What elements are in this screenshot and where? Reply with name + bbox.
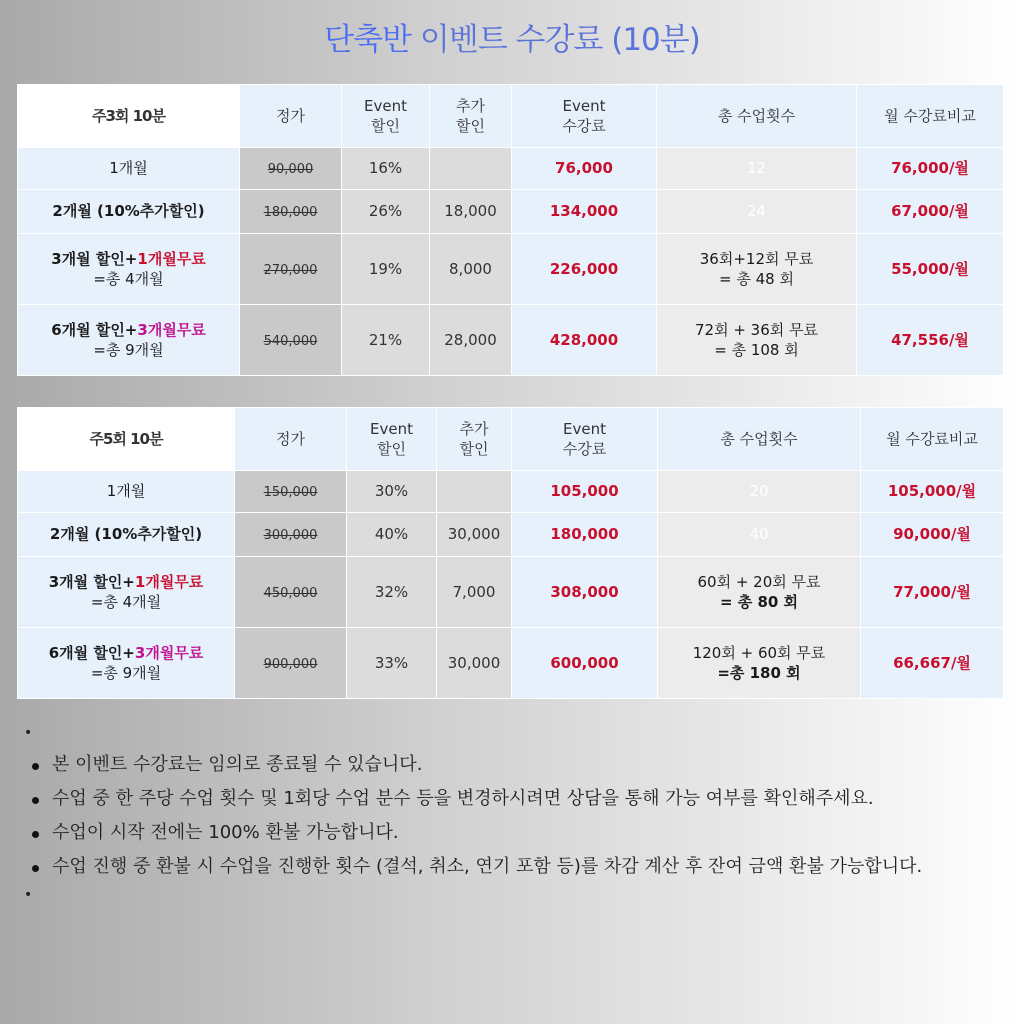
table-row [18, 628, 1004, 699]
table-row [18, 305, 1004, 376]
plan-label: 3개월 할인+1개월무료 =총 4개월 [18, 234, 240, 305]
table-row [18, 190, 1004, 234]
monthly-price: 77,000/월 [861, 557, 1004, 628]
event-discount: 26% [342, 190, 430, 234]
extra-discount: 30,000 [437, 628, 512, 699]
monthly-price: 55,000/월 [857, 234, 1004, 305]
event-fee: 428,000 [512, 305, 657, 376]
total-classes: 24 [657, 190, 857, 234]
event-discount: 30% [347, 471, 437, 513]
total-classes: 12 [657, 148, 857, 190]
regular-price: 270,000 [263, 262, 318, 278]
regular-price-cell [235, 628, 347, 699]
event-fee: 76,000 [512, 148, 657, 190]
total-classes: 40 [658, 513, 861, 557]
regular-price: 450,000 [263, 585, 318, 601]
event-discount: 16% [342, 148, 430, 190]
regular-price-cell [235, 557, 347, 628]
plan-label: 6개월 할인+3개월무료 =총 9개월 [18, 305, 240, 376]
table-row [18, 234, 1004, 305]
event-fee: 600,000 [512, 628, 658, 699]
regular-price: 150,000 [263, 485, 318, 501]
monthly-price: 90,000/월 [861, 513, 1004, 557]
plan-title: 주3회 10분 [18, 85, 240, 148]
header-event-fee: Event 수강료 [512, 408, 658, 471]
monthly-price: 67,000/월 [857, 190, 1004, 234]
note-item: 수업 진행 중 환불 시 수업을 진행한 횟수 (결석, 취소, 연기 포함 등)를 차감 계산 후 잔여 금액 환불 가능합니다. [52, 850, 1014, 884]
title-part-1: 단축반 [324, 22, 411, 58]
regular-price-cell [240, 234, 342, 305]
event-fee: 180,000 [512, 513, 658, 557]
extra-discount [437, 471, 512, 513]
extra-discount: 18,000 [430, 190, 512, 234]
regular-price: 90,000 [267, 162, 314, 178]
extra-discount: 30,000 [437, 513, 512, 557]
header-regular-price: 정가 [240, 85, 342, 148]
header-regular-price: 정가 [235, 408, 347, 471]
total-classes: 36회+12회 무료 = 총 48 회 [657, 234, 857, 305]
page-title [0, 14, 1024, 59]
extra-discount: 28,000 [430, 305, 512, 376]
header-extra-discount: 추가 할인 [437, 408, 512, 471]
plan-label: 1개월 [18, 148, 240, 190]
header-event-fee: Event 수강료 [512, 85, 657, 148]
title-part-2: 이벤트 수강료 (10분) [419, 22, 700, 58]
plan-title: 주5회 10분 [18, 408, 235, 471]
table-row [18, 148, 1004, 190]
plan-label: 3개월 할인+1개월무료 =총 4개월 [18, 557, 235, 628]
total-classes: 60회 + 20회 무료 = 총 80 회 [658, 557, 861, 628]
header-monthly-compare: 월 수강료비교 [857, 85, 1004, 148]
header-extra-discount: 추가 할인 [430, 85, 512, 148]
regular-price-cell [235, 513, 347, 557]
separator-dot: • [24, 887, 33, 903]
regular-price-cell [240, 305, 342, 376]
pricing-table-3x-week [17, 84, 1004, 376]
extra-discount: 7,000 [437, 557, 512, 628]
note-item: 본 이벤트 수강료는 임의로 종료될 수 있습니다. [52, 748, 1014, 782]
regular-price-cell [240, 148, 342, 190]
total-classes: 120회 + 60회 무료 =총 180 회 [658, 628, 861, 699]
extra-discount [430, 148, 512, 190]
regular-price: 900,000 [263, 656, 318, 672]
regular-price-cell [235, 471, 347, 513]
total-classes: 72회 + 36회 무료 = 총 108 회 [657, 305, 857, 376]
monthly-price: 76,000/월 [857, 148, 1004, 190]
monthly-price: 66,667/월 [861, 628, 1004, 699]
table-row [18, 471, 1004, 513]
event-fee: 226,000 [512, 234, 657, 305]
total-classes: 20 [658, 471, 861, 513]
event-discount: 33% [347, 628, 437, 699]
event-fee: 105,000 [512, 471, 658, 513]
event-fee: 308,000 [512, 557, 658, 628]
event-fee: 134,000 [512, 190, 657, 234]
extra-discount: 8,000 [430, 234, 512, 305]
header-event-discount: Event 할인 [347, 408, 437, 471]
regular-price: 540,000 [263, 333, 318, 349]
event-discount: 32% [347, 557, 437, 628]
header-monthly-compare: 월 수강료비교 [861, 408, 1004, 471]
plan-label: 2개월 (10%추가할인) [18, 513, 235, 557]
plan-label: 1개월 [18, 471, 235, 513]
pricing-table-5x-week [17, 407, 1004, 699]
table-row [18, 557, 1004, 628]
notes-list [24, 748, 1014, 884]
plan-label: 6개월 할인+3개월무료 =총 9개월 [18, 628, 235, 699]
event-discount: 19% [342, 234, 430, 305]
table-header-row [18, 85, 1004, 148]
monthly-price: 105,000/월 [861, 471, 1004, 513]
event-discount: 21% [342, 305, 430, 376]
plan-label: 2개월 (10%추가할인) [18, 190, 240, 234]
separator-dot: • [24, 725, 33, 741]
monthly-price: 47,556/월 [857, 305, 1004, 376]
regular-price-cell [240, 190, 342, 234]
table-header-row [18, 408, 1004, 471]
header-total-classes: 총 수업횟수 [657, 85, 857, 148]
table-row [18, 513, 1004, 557]
header-total-classes: 총 수업횟수 [658, 408, 861, 471]
event-discount: 40% [347, 513, 437, 557]
regular-price: 180,000 [263, 205, 318, 221]
header-event-discount: Event 할인 [342, 85, 430, 148]
regular-price: 300,000 [263, 528, 318, 544]
note-item: 수업이 시작 전에는 100% 환불 가능합니다. [52, 816, 1014, 850]
note-item: 수업 중 한 주당 수업 횟수 및 1회당 수업 분수 등을 변경하시려면 상담을 통해 가능 여부를 확인해주세요. [52, 782, 1014, 816]
notes-section [24, 722, 1014, 906]
